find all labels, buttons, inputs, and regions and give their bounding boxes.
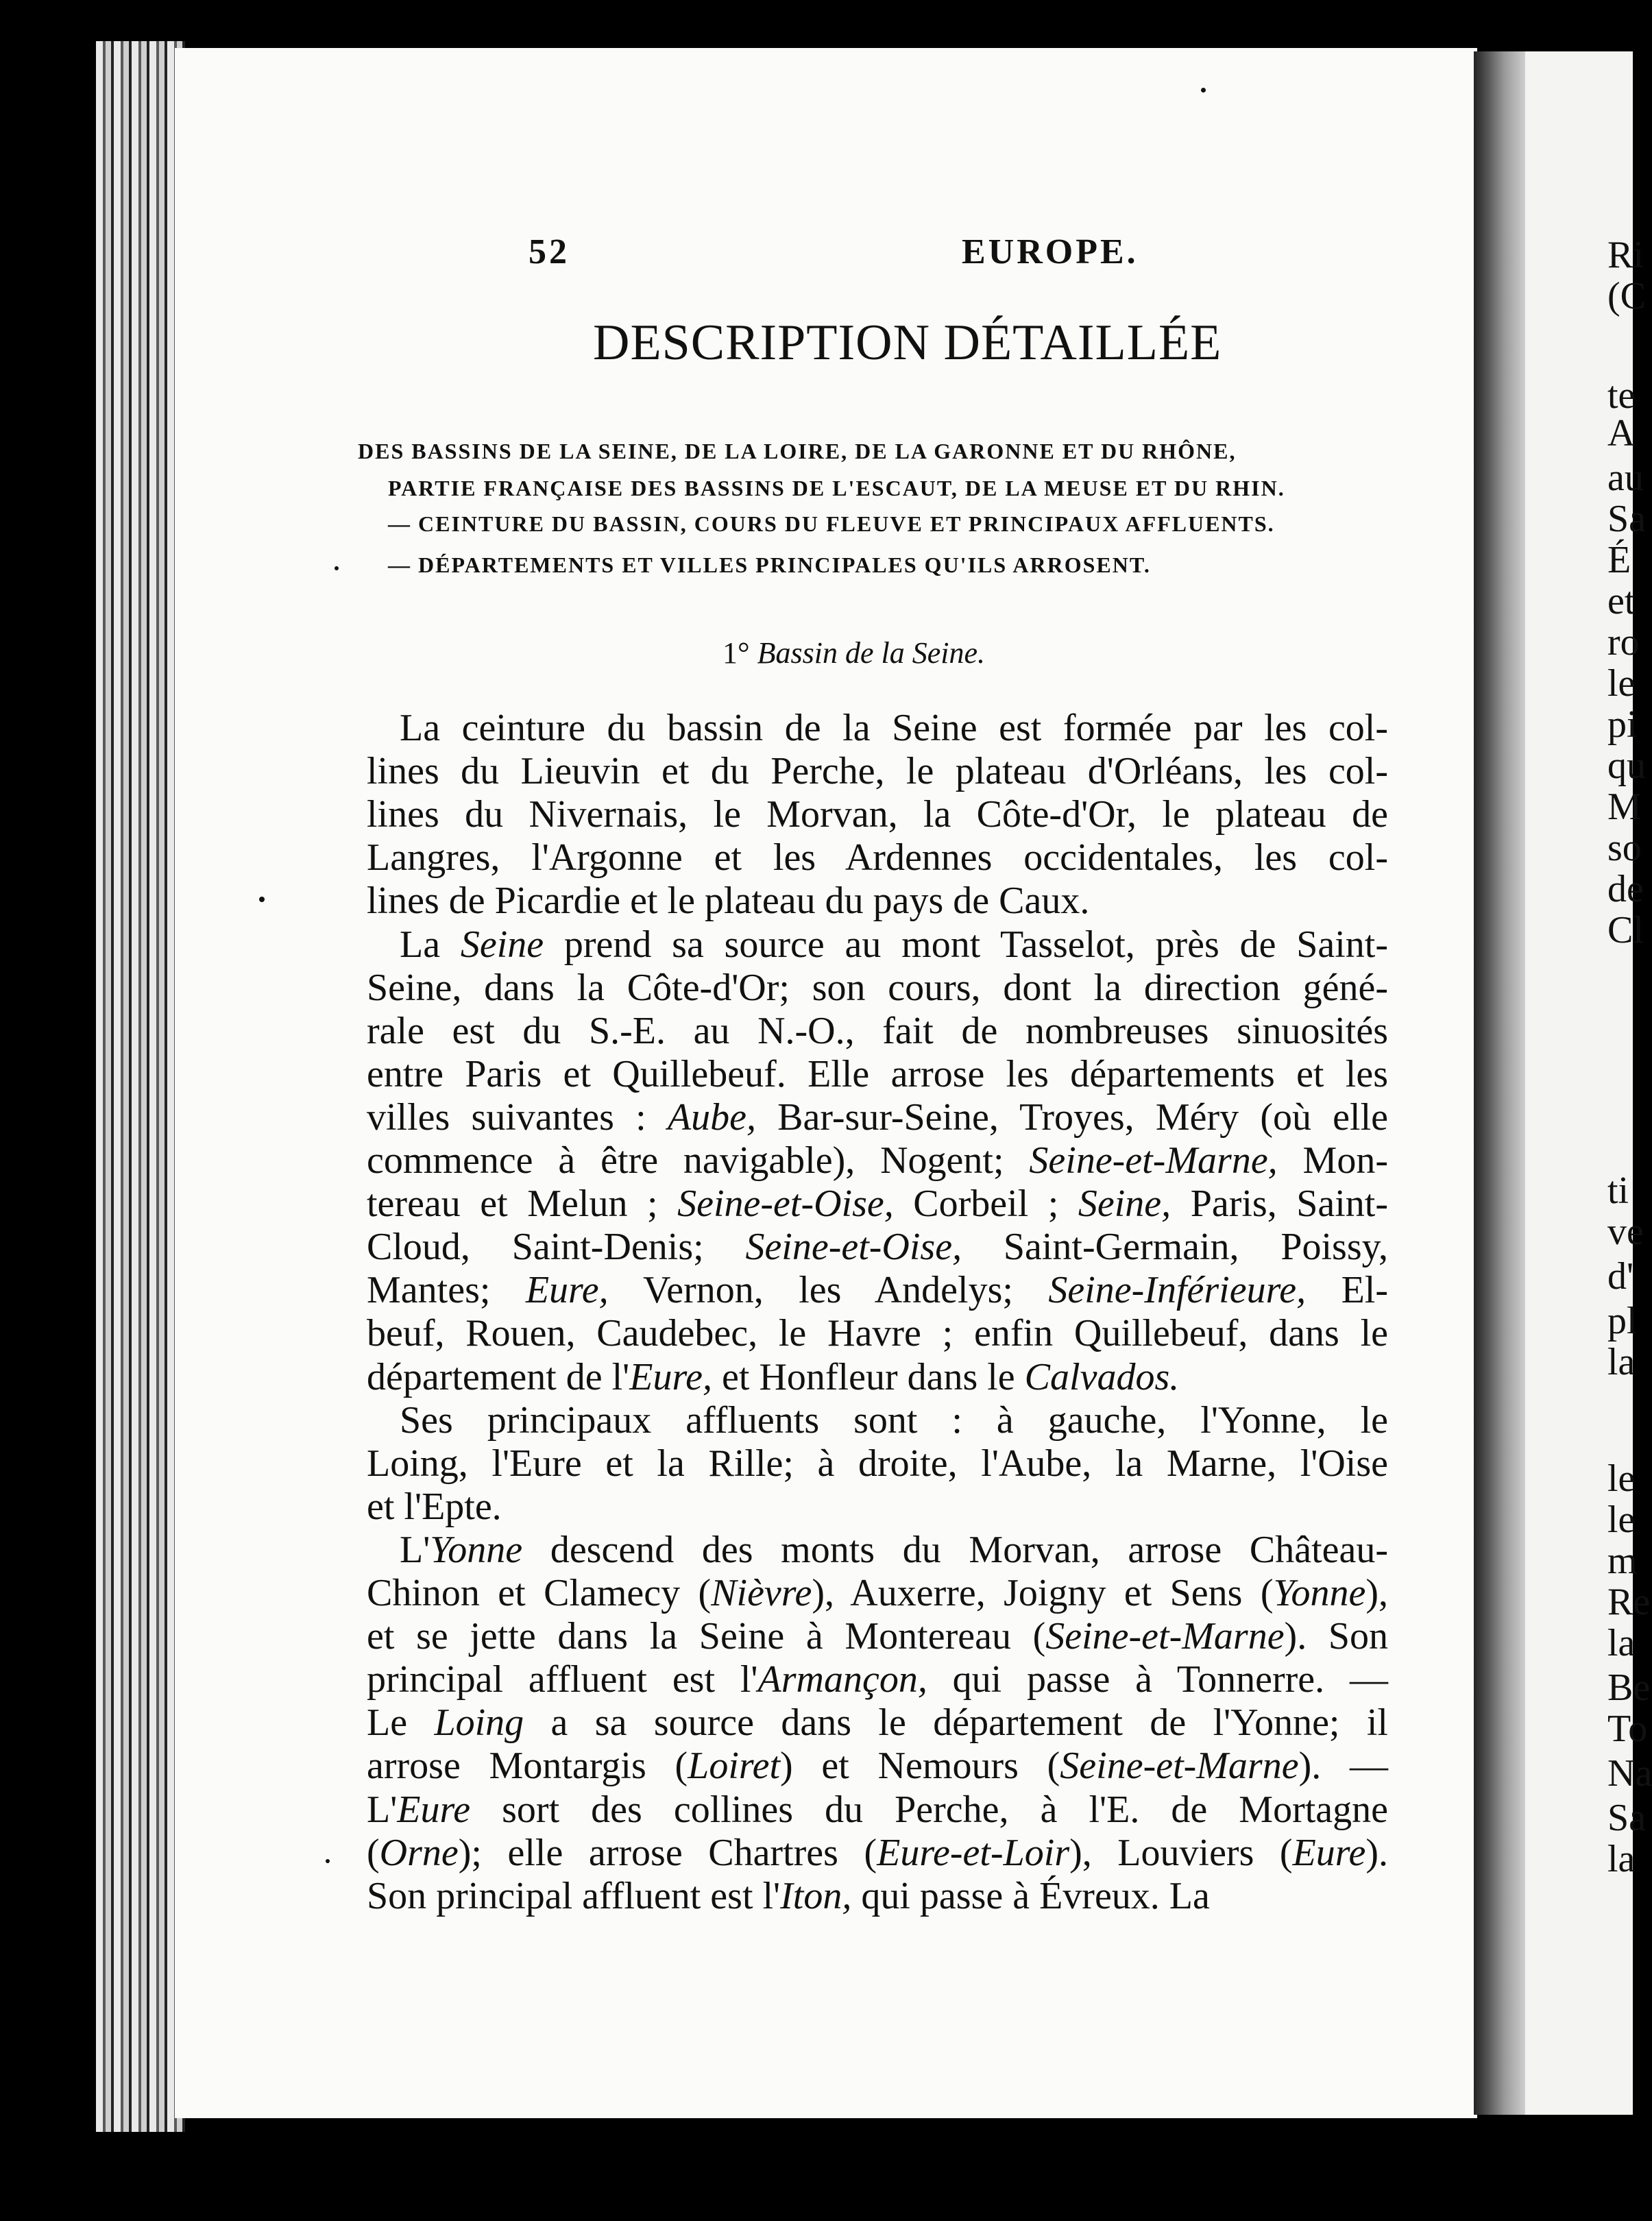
adjacent-page-fragment: m — [1607, 1540, 1638, 1582]
body-line — [367, 1658, 1388, 1701]
body-text-run: ) et Nemours ( — [780, 1745, 1060, 1788]
body-text-run: Loing, l'Eure et la Rille; à droite, l'Aube, la Marne, l'Oise — [367, 1442, 1388, 1485]
body-text-run: villes suivantes : — [367, 1095, 668, 1139]
subtitle-line: PARTIE FRANÇAISE DES BASSINS DE L'ESCAUT, DE LA MEUSE ET DU RHIN. — [388, 476, 1285, 500]
adjacent-page-fragment: Sa — [1607, 498, 1646, 540]
body-text-run: descend des monts du Morvan, arrose Château- — [522, 1528, 1388, 1571]
adjacent-page-fragment: de — [1607, 868, 1644, 910]
page-number: 52 — [529, 232, 570, 271]
italic-term: Armançon, — [757, 1658, 927, 1701]
italic-term: Seine, — [1078, 1182, 1171, 1226]
body-line — [367, 749, 1388, 793]
body-text-run: et Honfleur dans le — [712, 1355, 1025, 1398]
body-text-run: ), — [1365, 1572, 1388, 1614]
adjacent-page-fragment: Ri — [1607, 234, 1644, 276]
italic-term: Seine — [460, 923, 544, 966]
body-text-run: Cloud, Saint-Denis; — [367, 1226, 746, 1269]
adjacent-page-fragment: Re — [1607, 1581, 1651, 1623]
adjacent-page-fragment: É — [1607, 539, 1631, 581]
adjacent-page-fragment: te — [1607, 374, 1636, 417]
body-line — [367, 966, 1388, 1010]
italic-term: Seine-et-Marne — [1045, 1615, 1285, 1658]
italic-term: Loiret — [688, 1745, 781, 1788]
adjacent-page-fragment: ti — [1607, 1169, 1629, 1212]
body-text-run: qui passe à Tonnerre. — — [927, 1658, 1388, 1701]
adjacent-page-fragment: ro — [1607, 621, 1640, 664]
body-line — [367, 792, 1388, 836]
adjacent-page-fragment: d' — [1607, 1255, 1634, 1298]
body-line — [367, 879, 1388, 923]
italic-term: Seine-Inférieure, — [1048, 1269, 1307, 1312]
body-text-run: El- — [1306, 1269, 1388, 1312]
page-stack-edges — [96, 41, 185, 2132]
body-line — [367, 1571, 1388, 1615]
adjacent-page-fragment: le — [1607, 662, 1636, 705]
ink-speck — [1201, 88, 1206, 93]
adjacent-page-fragment: Be — [1607, 1666, 1651, 1709]
italic-term: Seine-et-Marne — [1060, 1745, 1299, 1788]
body-text-run: ), Louviers ( — [1069, 1831, 1293, 1874]
adjacent-page-fragment: so — [1607, 827, 1642, 869]
body-line — [367, 1744, 1388, 1788]
body-text-run: commence à être navigable), Nogent; — [367, 1139, 1030, 1182]
italic-term: Eure — [1292, 1831, 1366, 1874]
adjacent-page-fragment: pl — [1607, 1300, 1638, 1342]
adjacent-page-fragment: A — [1607, 412, 1636, 454]
italic-term: Seine-et-Oise, — [677, 1182, 894, 1226]
ink-speck — [335, 566, 339, 570]
body-line — [367, 1485, 1388, 1529]
body-text-run: département de l' — [367, 1355, 630, 1398]
body-text-run: La — [400, 923, 461, 966]
body-line — [367, 1442, 1388, 1485]
italic-term: Eure — [397, 1788, 471, 1831]
running-title: EUROPE. — [962, 232, 1139, 271]
body-line — [367, 1182, 1388, 1226]
adjacent-page-fragment: Na — [1607, 1752, 1652, 1795]
italic-term: Iton, — [780, 1874, 852, 1917]
body-text-run: Chinon et Clamecy ( — [367, 1572, 712, 1614]
adjacent-page-fragment: au — [1607, 457, 1644, 499]
body-line — [367, 1355, 1388, 1399]
body-line — [367, 1788, 1388, 1832]
body-text-run: Son principal affluent est l' — [367, 1874, 781, 1917]
section-number: 1° — [722, 636, 750, 670]
body-line — [367, 836, 1388, 879]
italic-term: Seine-et-Oise, — [745, 1226, 962, 1269]
body-line — [400, 1528, 1388, 1572]
subtitle-line: — DÉPARTEMENTS ET VILLES PRINCIPALES QU'ILS ARROSENT. — [388, 553, 1151, 577]
body-text-run: La ceinture du bassin de la Seine est formée par les col- — [400, 707, 1388, 749]
body-text-run: entre Paris et Quillebeuf. Elle arrose les départements et les — [367, 1052, 1388, 1095]
adjacent-page-fragment: la — [1607, 1838, 1636, 1880]
italic-term: Eure, — [525, 1269, 609, 1312]
section-title: Bassin de la Seine. — [757, 636, 985, 670]
body-text-run: Mantes; — [367, 1269, 526, 1312]
body-text-run: Corbeil ; — [893, 1182, 1078, 1226]
body-text-run: et se jette dans la Seine à Montereau ( — [367, 1615, 1046, 1658]
body-line — [367, 1614, 1388, 1658]
body-line — [367, 1311, 1388, 1355]
adjacent-page-fragment: To — [1607, 1708, 1648, 1750]
ink-speck — [326, 1859, 330, 1863]
body-text-run: tereau et Melun ; — [367, 1182, 678, 1226]
body-line — [400, 1398, 1388, 1442]
subtitle-line: DES BASSINS DE LA SEINE, DE LA LOIRE, DE LA GARONNE ET DU RHÔNE, — [358, 439, 1237, 463]
italic-term: Loing — [434, 1701, 524, 1745]
subtitle-line: — CEINTURE DU BASSIN, COURS DU FLEUVE ET PRINCIPAUX AFFLUENTS. — [388, 511, 1275, 536]
body-text-run: ). — — [1298, 1745, 1388, 1788]
body-line — [400, 706, 1388, 750]
italic-term: Yonne — [430, 1528, 523, 1571]
body-line — [367, 1052, 1388, 1096]
book-gutter — [1474, 51, 1529, 2115]
body-text-run: ); elle arrose Chartres ( — [458, 1831, 877, 1874]
adjacent-page-fragment: (C — [1607, 275, 1646, 317]
adjacent-page-fragment: ve — [1607, 1211, 1644, 1253]
adjacent-page-fragment: la — [1607, 1622, 1636, 1664]
adjacent-page-fragment: et — [1607, 580, 1636, 622]
body-text-run: Saint-Germain, Poissy, — [962, 1226, 1388, 1269]
body-line — [367, 1139, 1388, 1182]
italic-term: Calvados. — [1024, 1355, 1180, 1398]
body-text-run: Mon- — [1277, 1139, 1388, 1182]
ink-speck — [259, 897, 265, 902]
body-text-run: L' — [400, 1528, 430, 1571]
italic-term: Eure-et-Loir — [877, 1831, 1070, 1874]
adjacent-page-edge — [1525, 51, 1652, 2115]
body-line — [367, 1009, 1388, 1053]
body-text-run: a sa source dans le département de l'Yonne; il — [524, 1701, 1388, 1745]
body-text-run: Seine, dans la Côte-d'Or; son cours, dont la direction géné- — [367, 966, 1388, 1009]
body-line — [367, 1225, 1388, 1269]
body-text-run: rale est du S.-E. au N.-O., fait de nombreuses sinuosités — [367, 1009, 1388, 1052]
body-line — [367, 1268, 1388, 1312]
body-text-run: ( — [367, 1831, 380, 1874]
adjacent-page-fragment: le — [1607, 1498, 1636, 1541]
body-text-run: Vernon, les Andelys; — [608, 1269, 1049, 1312]
body-text-run: ). Son — [1284, 1615, 1388, 1658]
body-text-run: sort des collines du Perche, à l'E. de Mortagne — [470, 1788, 1388, 1831]
body-text-run: lines du Nivernais, le Morvan, la Côte-d'Or, le plateau de — [367, 793, 1388, 836]
body-text-run: principal affluent est l' — [367, 1658, 758, 1701]
chapter-title: DESCRIPTION DÉTAILLÉE — [593, 315, 1222, 371]
body-line — [400, 923, 1388, 967]
body-text-run: Paris, Saint- — [1171, 1182, 1389, 1226]
section-heading — [722, 635, 985, 670]
body-text-run: prend sa source au mont Tasselot, près de Saint- — [544, 923, 1388, 966]
body-line — [367, 1095, 1388, 1139]
adjacent-page-fragment: la — [1607, 1341, 1636, 1383]
body-line — [367, 1831, 1388, 1875]
italic-term: Nièvre — [711, 1572, 812, 1614]
body-text-run: Ses principaux affluents sont : à gauche, l'Yonne, le — [400, 1398, 1388, 1442]
body-text-run: beuf, Rouen, Caudebec, le Havre ; enfin Quillebeuf, dans le — [367, 1312, 1388, 1355]
adjacent-page-fragment: M — [1607, 786, 1642, 828]
body-text-run: Bar-sur-Seine, Troyes, Méry (où elle — [755, 1095, 1389, 1139]
adjacent-page-fragment: pi — [1607, 703, 1638, 746]
body-text-run: lines du Lieuvin et du Perche, le plateau d'Orléans, les col- — [367, 750, 1388, 793]
italic-term: Eure, — [629, 1355, 713, 1398]
body-text-run: ), Auxerre, Joigny et Sens ( — [812, 1572, 1274, 1614]
body-text-run: et l'Epte. — [367, 1485, 502, 1528]
body-line — [367, 1701, 1388, 1745]
adjacent-page-fragment: qu — [1607, 744, 1646, 787]
body-text-run: lines de Picardie et le plateau du pays de Caux. — [367, 879, 1090, 923]
body-text-run: L' — [367, 1788, 398, 1831]
body-text-run: Le — [367, 1701, 435, 1745]
italic-term: Seine-et-Marne, — [1029, 1139, 1278, 1182]
adjacent-page-fragment: Sa — [1607, 1797, 1646, 1839]
italic-term: Yonne — [1273, 1572, 1366, 1614]
body-text-run: Langres, l'Argonne et les Ardennes occidentales, les col- — [367, 836, 1388, 879]
italic-term: Aube, — [667, 1095, 756, 1139]
body-line — [367, 1874, 1388, 1918]
adjacent-page-fragment: le — [1607, 1457, 1636, 1500]
body-text-run: qui passe à Évreux. La — [851, 1874, 1210, 1917]
italic-term: Orne — [379, 1831, 459, 1874]
body-text-run: arrose Montargis ( — [367, 1745, 688, 1788]
adjacent-page-fragment: Cl — [1607, 909, 1644, 951]
body-text-run: ). — [1365, 1831, 1388, 1874]
